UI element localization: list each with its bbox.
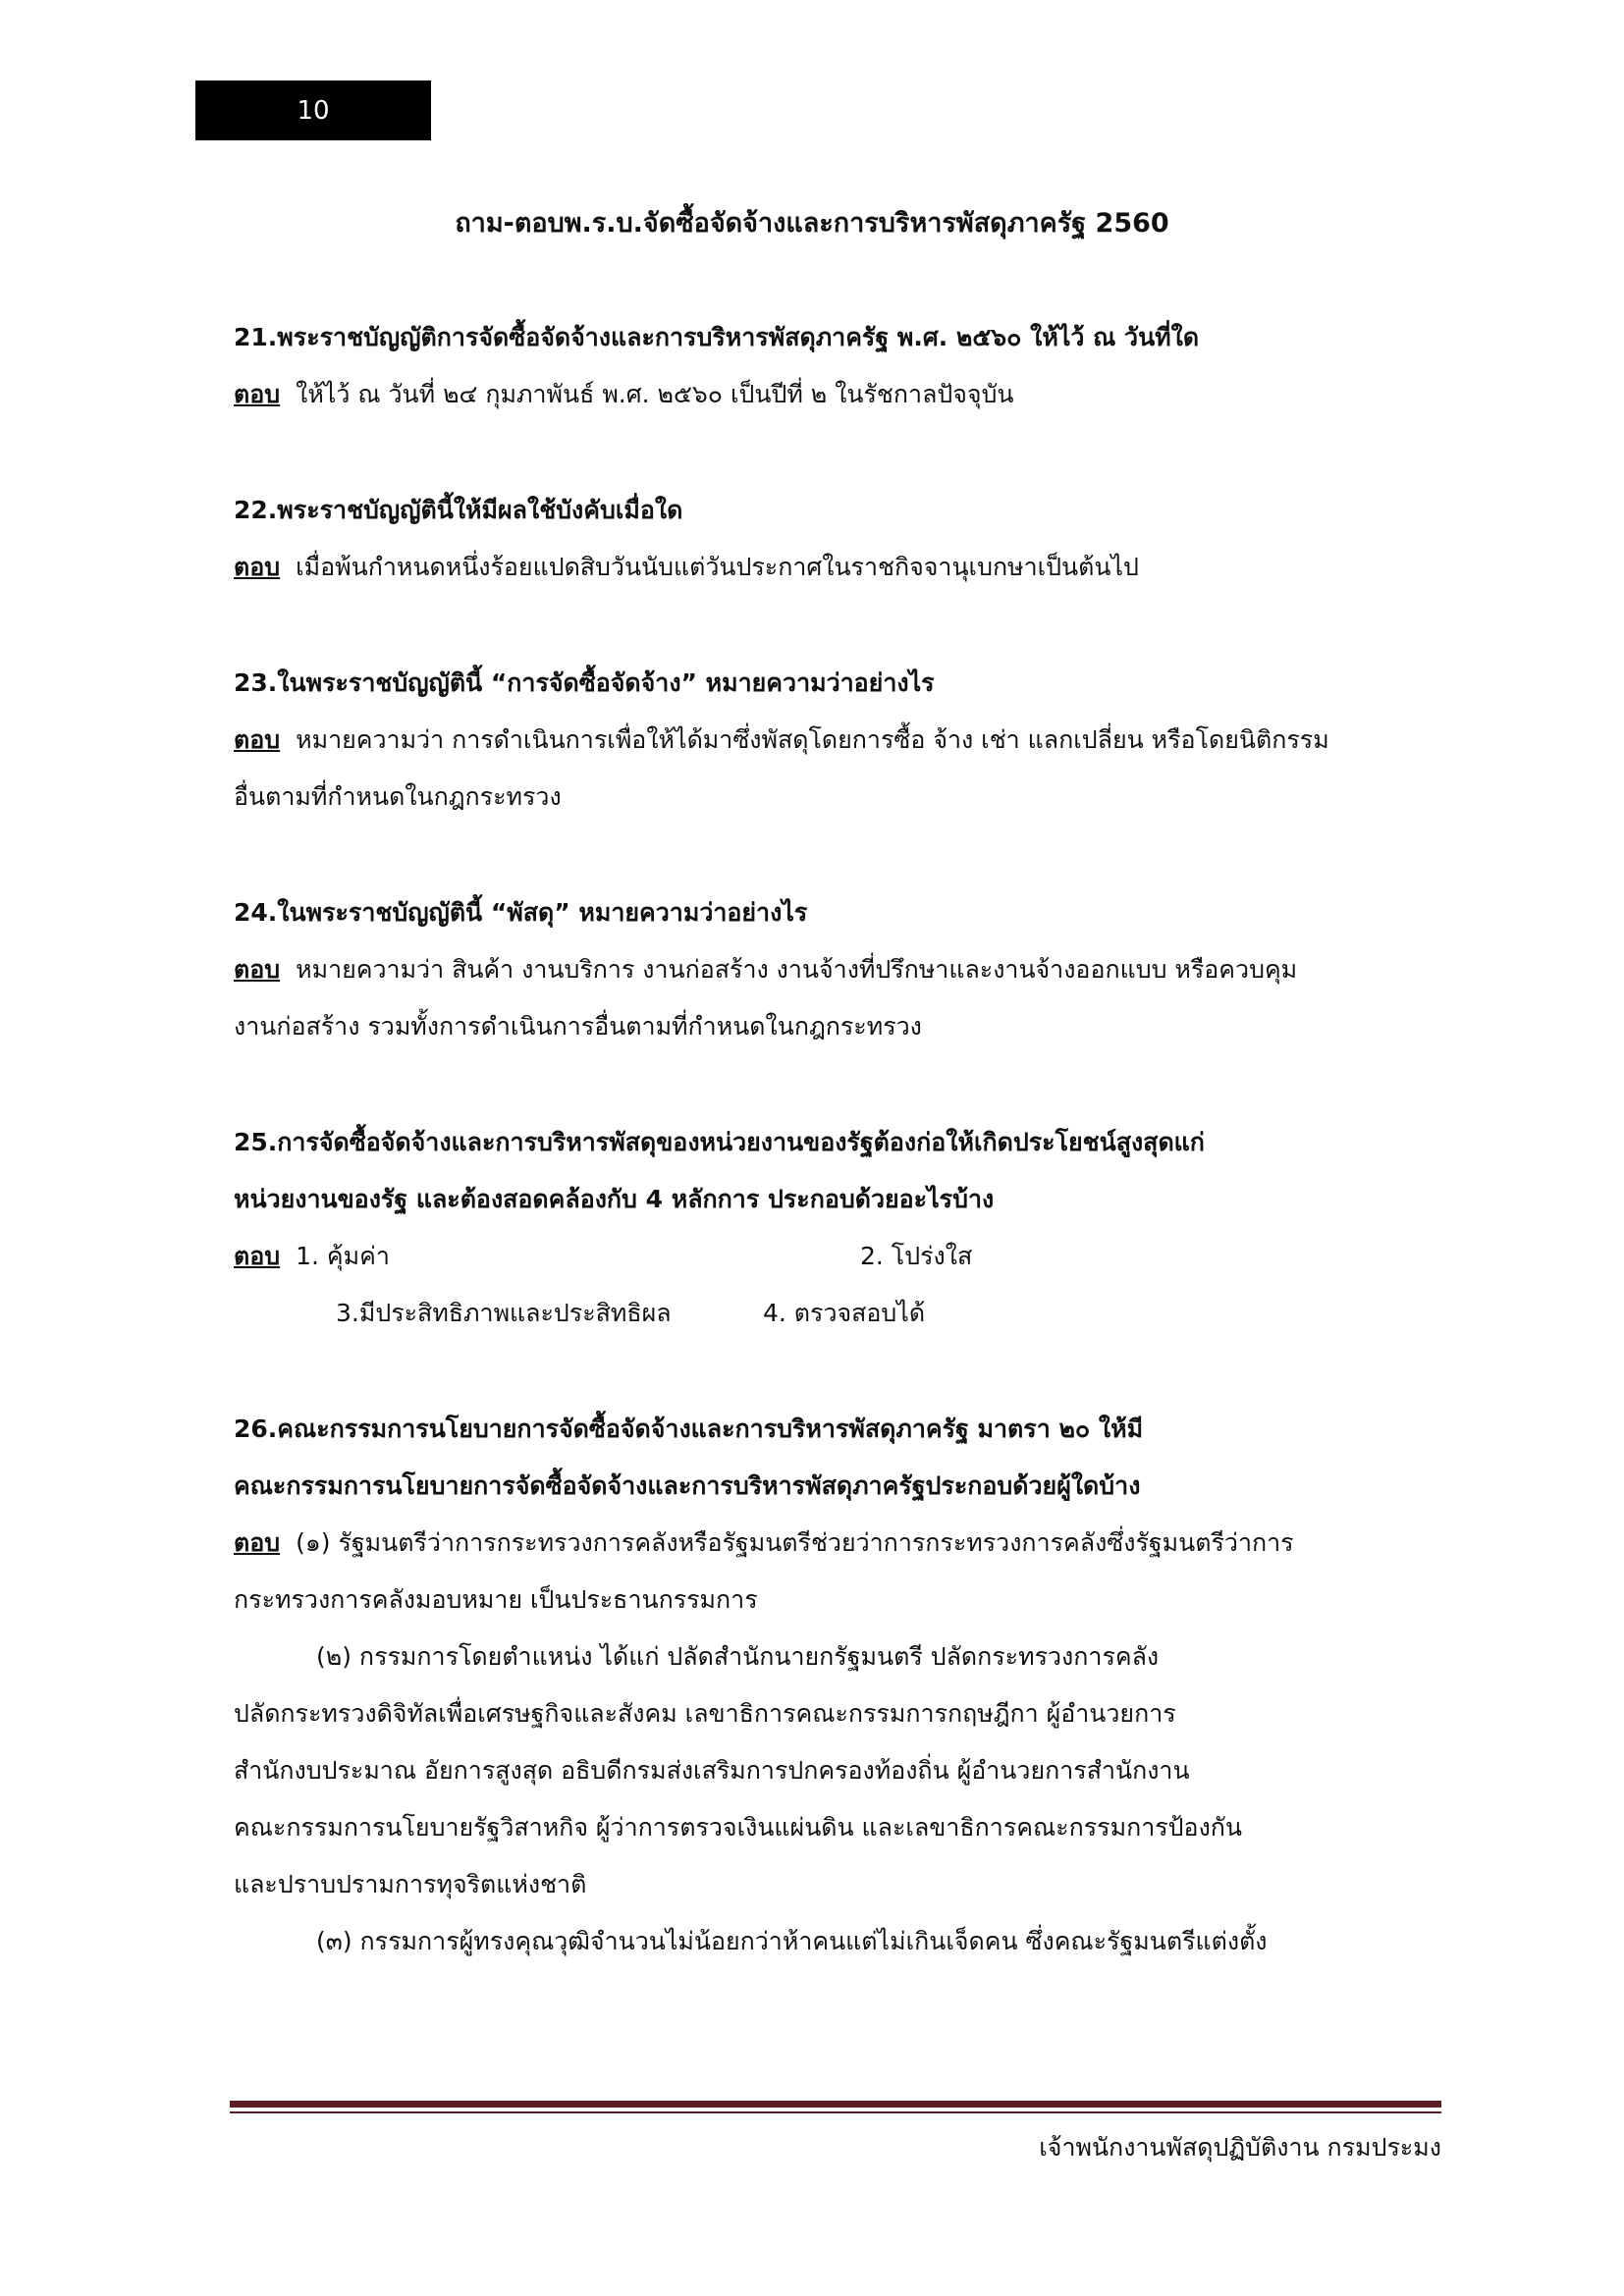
answer-22-text: เมื่อพ้นกำหนดหนึ่งร้อยแปดสิบวันนับแต่วันประกาศในราชกิจจานุเบกษาเป็นต้นไป	[296, 553, 1139, 581]
page-number: 10	[297, 95, 330, 126]
question-23: 23.ในพระราชบัญญัตินี้ “การจัดซื้อจัดจ้าง” หมายความว่าอย่างไร	[234, 668, 935, 697]
answer-24-text: หมายความว่า สินค้า งานบริการ งานก่อสร้าง งานจ้างที่ปรึกษาและงานจ้างออกแบบ หรือควบคุม	[296, 955, 1298, 984]
answer-24-continued: งานก่อสร้าง รวมทั้งการดำเนินการอื่นตามที่กำหนดในกฎกระทรวง	[234, 1012, 922, 1041]
page-title: ถาม-ตอบพ.ร.บ.จัดซื้อจัดจ้างและการบริหารพัสดุภาครัฐ 2560	[455, 208, 1169, 239]
answer-26-continued: กระทรวงการคลังมอบหมาย เป็นประธานกรรมการ	[234, 1585, 758, 1614]
answer-label: ตอบ	[234, 380, 281, 408]
clause-2-line2: ปลัดกระทรวงดิจิทัลเพื่อเศรษฐกิจและสังคม เลขาธิการคณะกรรมการกฤษฎีกา ผู้อำนวยการ	[234, 1699, 1176, 1728]
page-number-box	[195, 80, 431, 140]
question-25-line2: หน่วยงานของรัฐ และต้องสอดคล้องกับ 4 หลักการ ประกอบด้วยอะไรบ้าง	[234, 1185, 995, 1213]
answer-label: ตอบ	[234, 1242, 281, 1270]
question-21: 21.พระราชบัญญัติการจัดซื้อจัดจ้างและการบริหารพัสดุภาครัฐ พ.ศ. ๒๕๖๐ ให้ไว้ ณ วันที่ใด	[234, 323, 1200, 351]
principle-item: 4. ตรวจสอบได้	[763, 1299, 926, 1327]
principle-item: 3.มีประสิทธิภาพและประสิทธิผล	[336, 1299, 672, 1327]
question-26-line1: 26.คณะกรรมการนโยบายการจัดซื้อจัดจ้างและการบริหารพัสดุภาครัฐ มาตรา ๒๐ ให้มี	[234, 1415, 1144, 1443]
answer-23	[234, 712, 1441, 769]
answer-label: ตอบ	[234, 1528, 281, 1557]
clause-2-line5: และปราบปรามการทุจริตแห่งชาติ	[234, 1870, 587, 1898]
principle-item: 2. โปร่งใส	[860, 1242, 973, 1270]
footer-divider-thin	[230, 2111, 1441, 2113]
clause-3-line1: (๓) กรรมการผู้ทรงคุณวุฒิจำนวนไม่น้อยกว่าห้าคนแต่ไม่เกินเจ็ดคน ซึ่งคณะรัฐมนตรีแต่งตั้ง	[316, 1927, 1268, 1955]
answer-21	[234, 366, 1441, 423]
clause-2-line4: คณะกรรมการนโยบายรัฐวิสาหกิจ ผู้ว่าการตรวจเงินแผ่นดิน และเลขาธิการคณะกรรมการป้องกัน	[234, 1813, 1243, 1842]
question-26-line2: คณะกรรมการนโยบายการจัดซื้อจัดจ้างและการบริหารพัสดุภาครัฐประกอบด้วยผู้ใดบ้าง	[234, 1471, 1141, 1500]
question-22: 22.พระราชบัญญัตินี้ให้มีผลใช้บังคับเมื่อใด	[234, 496, 683, 524]
principle-item: 1. คุ้มค่า	[296, 1242, 390, 1270]
footer-text: เจ้าพนักงานพัสดุปฏิบัติงาน กรมประมง	[1039, 2133, 1441, 2162]
answer-label: ตอบ	[234, 955, 281, 984]
answer-25-row2	[234, 1285, 1441, 1342]
footer-divider	[230, 2101, 1441, 2108]
answer-25-row1	[234, 1228, 1441, 1285]
document-body	[234, 309, 1441, 1970]
answer-21-text: ให้ไว้ ณ วันที่ ๒๔ กุมภาพันธ์ พ.ศ. ๒๕๖๐ เป็นปีที่ ๒ ในรัชกาลปัจจุบัน	[296, 380, 1014, 408]
answer-23-continued: อื่นตามที่กำหนดในกฎกระทรวง	[234, 782, 562, 811]
answer-label: ตอบ	[234, 725, 281, 754]
answer-24	[234, 941, 1441, 998]
answer-22	[234, 539, 1441, 596]
question-25-line1: 25.การจัดซื้อจัดจ้างและการบริหารพัสดุของหน่วยงานของรัฐต้องก่อให้เกิดประโยชน์สูงสุดแก่	[234, 1128, 1205, 1156]
answer-26	[234, 1515, 1441, 1572]
question-24: 24.ในพระราชบัญญัตินี้ “พัสดุ” หมายความว่าอย่างไร	[234, 898, 808, 927]
answer-23-text: หมายความว่า การดำเนินการเพื่อให้ได้มาซึ่งพัสดุโดยการซื้อ จ้าง เช่า แลกเปลี่ยน หรือโดยนิติกรรม	[296, 725, 1329, 754]
answer-label: ตอบ	[234, 553, 281, 581]
answer-26-text: (๑) รัฐมนตรีว่าการกระทรวงการคลังหรือรัฐมนตรีช่วยว่าการกระทรวงการคลังซึ่งรัฐมนตรีว่าการ	[296, 1528, 1294, 1557]
clause-2-line3: สำนักงบประมาณ อัยการสูงสุด อธิบดีกรมส่งเสริมการปกครองท้องถิ่น ผู้อำนวยการสำนักงาน	[234, 1756, 1190, 1785]
clause-2-line1: (๒) กรรมการโดยตำแหน่ง ได้แก่ ปลัดสำนักนายกรัฐมนตรี ปลัดกระทรวงการคลัง	[316, 1642, 1160, 1671]
